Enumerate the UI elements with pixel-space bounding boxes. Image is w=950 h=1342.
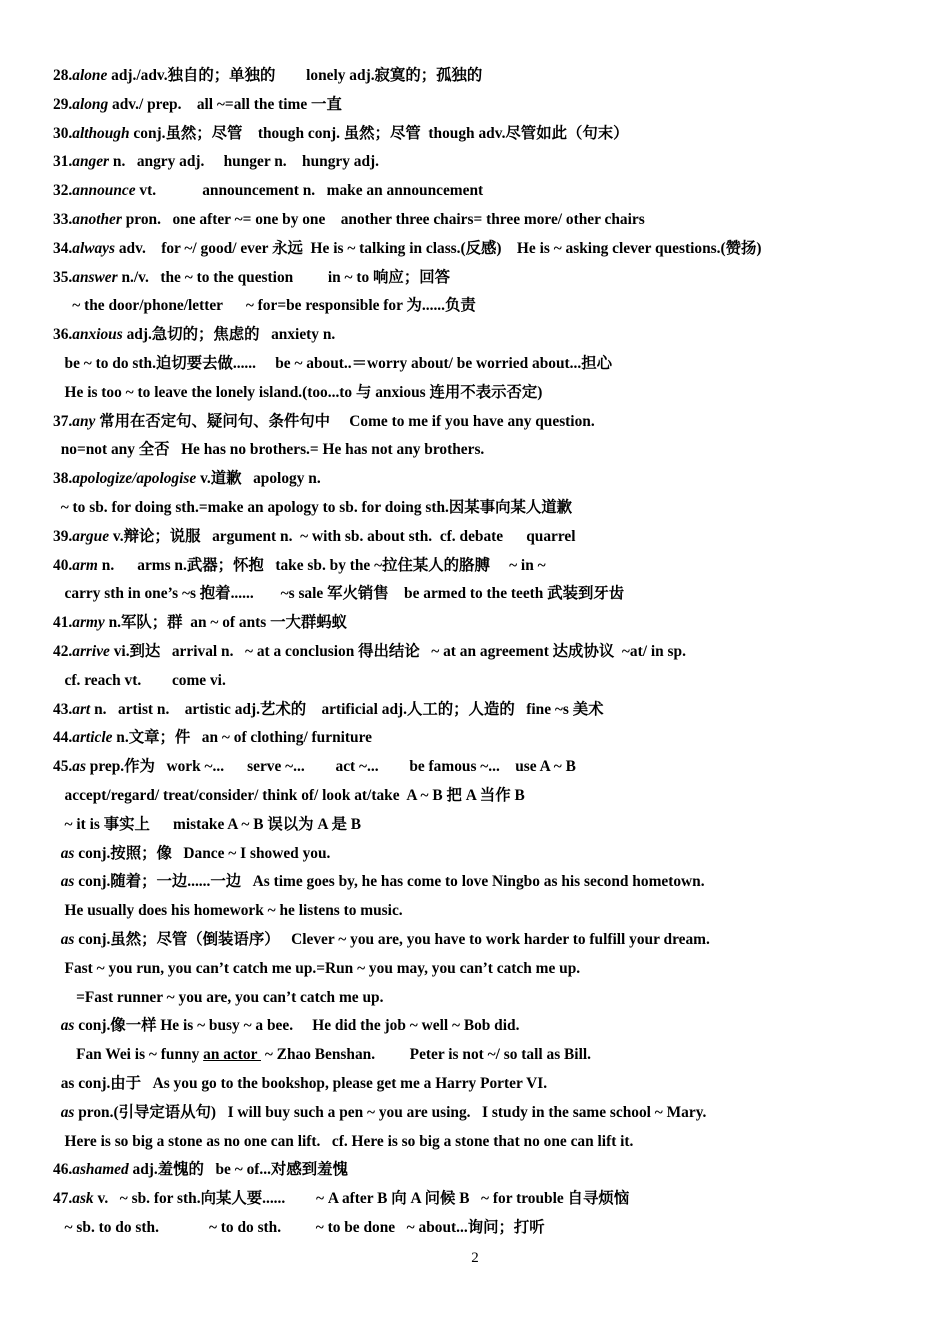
line-text: accept/regard/ treat/consider/ think of/ look at/take A ~ B 把 A 当作 B [53, 787, 525, 804]
headword: although [72, 124, 130, 142]
headword: argue [72, 527, 110, 545]
line-text: carry sth in one’s ~s 抱着...... ~s sale 军火销售 be armed to the teeth 武装到牙齿 [53, 585, 625, 603]
line-text: Fan Wei is ~ funny [53, 1046, 204, 1064]
headword: along [72, 95, 109, 113]
text-line [0, 268, 950, 288]
line-text: conj.随着；一边......一边 As time goes by, he has come to love Ningbo as his second hometown. [74, 873, 705, 891]
headword: as [60, 931, 75, 948]
line-text: 45. [53, 758, 73, 776]
text-line [0, 815, 950, 835]
headword: as [60, 873, 75, 891]
text-line [0, 1132, 950, 1152]
text-line [0, 988, 950, 1008]
headword: answer [72, 268, 118, 286]
text-line [0, 556, 950, 576]
line-text: conj.按照；像 Dance ~ I showed you. [74, 844, 331, 862]
line-text: vt. announcement n. make an announcement [135, 182, 484, 200]
text-line [0, 469, 950, 489]
line-text: 36. [53, 326, 73, 344]
line-text: 33. [53, 211, 73, 228]
line-text [53, 931, 61, 948]
headword: as [60, 844, 75, 862]
headword: as [72, 758, 86, 776]
text-line [0, 700, 950, 720]
line-text: n. angry adj. hunger n. hungry adj. [109, 153, 379, 171]
line-text: 34. [53, 239, 73, 257]
line-text: 38. [53, 470, 73, 488]
text-line [0, 325, 950, 345]
text-line [0, 1074, 950, 1094]
line-text: 46. [53, 1161, 73, 1179]
text-line [0, 584, 950, 604]
line-text: n.军队；群 an ~ of ants 一大群蚂蚁 [104, 614, 348, 632]
text-line [0, 872, 950, 892]
line-text: =Fast runner ~ you are, you can’t catch me up. [53, 988, 384, 1006]
text-line [0, 757, 950, 777]
line-text: prep.作为 work ~... serve ~... act ~... be famous ~... use A ~ B [85, 758, 576, 776]
line-text [53, 845, 61, 862]
text-line [0, 296, 950, 316]
text-line [0, 1045, 950, 1065]
line-text: 28. [53, 67, 73, 84]
line-text: 31. [53, 153, 73, 171]
text-line [0, 354, 950, 374]
line-text: adj.急切的；焦虑的 anxiety n. [122, 326, 336, 344]
headword: any [72, 412, 96, 430]
headword: announce [72, 182, 136, 200]
line-text: as conj.由于 As you go to the bookshop, please get me a Harry Porter VI. [53, 1075, 548, 1092]
text-line [0, 152, 950, 172]
line-text: pron.(引导定语从句) I will buy such a pen ~ you are using. I study in the same school ~ Mary. [74, 1103, 707, 1121]
headword: arm [72, 556, 98, 574]
headword: arrive [72, 643, 110, 660]
line-text: v. ~ sb. for sth.向某人要...... ~ A after B 向 A 问候 B ~ for trouble 自寻烦恼 [93, 1190, 630, 1208]
line-text: 40. [53, 556, 73, 574]
headword: alone [72, 67, 108, 84]
text-line [0, 95, 950, 115]
headword: always [72, 239, 116, 257]
text-line [0, 181, 950, 201]
line-text: adv. for ~/ good/ ever 永远 He is ~ talking in class.(反感) He is ~ asking clever questions.(赞扬) [115, 239, 762, 257]
line-text: conj.像一样 He is ~ busy ~ a bee. He did the job ~ well ~ Bob did. [74, 1017, 520, 1035]
line-text: ~ it is 事实上 mistake A ~ B 误以为 A 是 B [53, 815, 362, 833]
headword: as [60, 1103, 75, 1121]
headword: as [60, 1017, 75, 1035]
headword: art [72, 700, 91, 718]
text-line [0, 1103, 950, 1123]
line-text: conj.虽然；尽管（倒装语序） Clever ~ you are, you have to work harder to fulfill your dream. [74, 931, 710, 948]
line-text: 39. [53, 527, 73, 545]
headword: army [72, 614, 105, 632]
line-text: 42. [53, 643, 73, 660]
line-text: 30. [53, 124, 73, 142]
line-text: pron. one after ~= one by one another three chairs= three more/ other chairs [121, 211, 645, 228]
text-line [0, 498, 950, 518]
text-line [0, 728, 950, 748]
text-line [0, 210, 950, 230]
headword: anxious [72, 326, 123, 344]
text-line [0, 239, 950, 259]
line-text: 37. [53, 412, 73, 430]
line-text: n. artist n. artistic adj.艺术的 artificial adj.人工的；人造的 fine ~s 美术 [90, 700, 604, 718]
line-text: n.文章；件 an ~ of clothing/ furniture [112, 729, 372, 747]
text-line [0, 930, 950, 950]
text-line [0, 901, 950, 921]
text-line [0, 66, 950, 86]
headword: another [72, 211, 122, 228]
text-line [0, 1189, 950, 1209]
line-text: 44. [53, 729, 73, 747]
line-text: ~ sb. to do sth. ~ to do sth. ~ to be done ~ about...询问；打听 [53, 1219, 545, 1236]
line-text: an actor [203, 1046, 261, 1064]
headword: apologize/apologise [72, 470, 197, 488]
line-text: ~ Zhao Benshan. Peter is not ~/ so tall as Bill. [260, 1046, 591, 1064]
text-line [0, 642, 950, 662]
text-line [0, 412, 950, 432]
line-text [53, 873, 61, 890]
text-line [0, 844, 950, 864]
page-number: 2 [471, 1250, 479, 1266]
line-text: 35. [53, 268, 73, 286]
text-line [0, 786, 950, 806]
line-text [53, 1017, 61, 1034]
line-text: adj./adv.独自的；单独的 lonely adj.寂寞的；孤独的 [107, 67, 483, 84]
line-text: adj.羞愧的 be ~ of...对感到羞愧 [128, 1161, 348, 1179]
text-line [0, 1016, 950, 1036]
line-text: vi.到达 arrival n. ~ at a conclusion 得出结论 ~ at an agreement 达成协议 ~at/ in sp. [109, 643, 686, 660]
line-text: He is too ~ to leave the lonely island.(too...to 与 anxious 连用不表示否定) [53, 383, 543, 401]
text-line [0, 440, 950, 460]
line-text: ~ to sb. for doing sth.=make an apology to sb. for doing sth.因某事向某人道歉 [53, 499, 573, 516]
line-text: be ~ to do sth.迫切要去做...... be ~ about..＝worry about/ be worried about...担心 [53, 355, 612, 372]
text-line [0, 613, 950, 633]
line-text: no=not any 全否 He has no brothers.= He has not any brothers. [53, 441, 485, 459]
line-text: n./v. the ~ to the question in ~ to 响应；回答 [117, 268, 450, 286]
headword: ashamed [72, 1161, 129, 1179]
line-text: 47. [53, 1190, 73, 1208]
text-line [0, 527, 950, 547]
line-text: Here is so big a stone as no one can lift. cf. Here is so big a stone that no one can lift it. [53, 1132, 634, 1150]
line-text: conj.虽然；尽管 though conj. 虽然；尽管 though adv.尽管如此（句末） [129, 124, 629, 142]
line-text: 32. [53, 182, 73, 200]
line-text: 43. [53, 700, 73, 718]
text-line [0, 1218, 950, 1238]
headword: anger [72, 153, 110, 171]
line-text [53, 1104, 61, 1121]
line-text: ~ the door/phone/letter ~ for=be responsible for 为......负责 [53, 297, 476, 315]
text-line [0, 671, 950, 691]
line-text: 常用在否定句、疑问句、条件句中 Come to me if you have any question. [95, 412, 595, 430]
line-text: v.辩论；说服 argument n. ~ with sb. about sth. cf. debate quarrel [109, 527, 576, 545]
headword: ask [72, 1190, 94, 1208]
line-text: n. arms n.武器；怀抱 take sb. by the ~拉住某人的胳膊 ~ in ~ [97, 556, 546, 574]
line-text: He usually does his homework ~ he listens to music. [53, 902, 403, 920]
text-line [0, 124, 950, 144]
headword: article [72, 729, 113, 747]
line-text: adv./ prep. all ~=all the time 一直 [108, 95, 342, 113]
line-text: cf. reach vt. come vi. [53, 671, 226, 689]
text-line [0, 383, 950, 403]
line-text: 41. [53, 614, 73, 632]
line-text: 29. [53, 95, 73, 113]
line-text: v.道歉 apology n. [196, 470, 321, 488]
line-text: Fast ~ you run, you can’t catch me up.=Run ~ you may, you can’t catch me up. [53, 959, 581, 977]
text-line [0, 959, 950, 979]
text-line [0, 1160, 950, 1180]
